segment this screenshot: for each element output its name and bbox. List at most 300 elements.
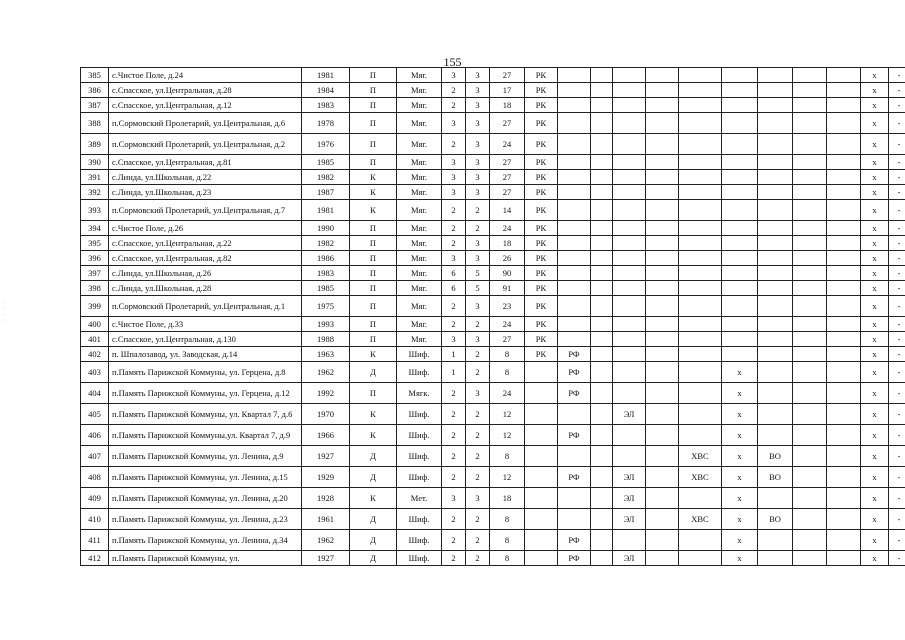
col-15-cell: [758, 236, 793, 251]
row-number-cell: 410: [81, 509, 109, 530]
empty-cell: [646, 404, 679, 425]
table-row: [81, 221, 905, 236]
col-14-cell: [722, 221, 758, 236]
floors-cell: 2: [442, 296, 466, 317]
wall-material-cell: Д: [350, 530, 397, 551]
col-16-cell: [793, 236, 827, 251]
col-9-cell: РК: [525, 83, 558, 98]
address-cell: с.Спасское, ул.Центральная, д.28: [109, 83, 302, 98]
wall-material-cell: Д: [350, 551, 397, 566]
roof-type-cell: Мяг.: [397, 113, 442, 134]
col-13-cell: [679, 347, 722, 362]
address-cell: с.Чистое Поле, д.33: [109, 317, 302, 332]
wall-material-cell: П: [350, 113, 397, 134]
row-number-cell: 397: [81, 266, 109, 281]
col-19-cell: -: [889, 221, 905, 236]
col-12-cell: [613, 317, 646, 332]
roof-type-cell: Шиф.: [397, 347, 442, 362]
roof-type-cell: Шиф.: [397, 446, 442, 467]
table-row: [81, 281, 905, 296]
entrances-cell: 3: [466, 332, 490, 347]
address-cell: с.Спасское, ул.Центральная, д.12: [109, 98, 302, 113]
table-row: [81, 251, 905, 266]
col-16-cell: [793, 200, 827, 221]
col-19-cell: -: [889, 425, 905, 446]
col-12-cell: [613, 425, 646, 446]
col-16-cell: [793, 404, 827, 425]
table-row: [81, 467, 905, 488]
col-15-cell: [758, 281, 793, 296]
col-9-cell: РК: [525, 281, 558, 296]
roof-type-cell: Мяг.: [397, 185, 442, 200]
col-18-cell: х: [861, 332, 889, 347]
col-17-cell: [827, 113, 861, 134]
floors-cell: 2: [442, 317, 466, 332]
col-9-cell: РК: [525, 113, 558, 134]
wall-material-cell: П: [350, 155, 397, 170]
entrances-cell: 2: [466, 467, 490, 488]
col-19-cell: -: [889, 266, 905, 281]
address-cell: п.Память Парижской Коммуны, ул. Ленина, д.20: [109, 488, 302, 509]
col-17-cell: [827, 383, 861, 404]
floors-cell: 2: [442, 134, 466, 155]
col-15-cell: [758, 68, 793, 83]
col-15-cell: [758, 551, 793, 566]
apartments-cell: 27: [490, 155, 525, 170]
col-10-cell: [558, 185, 591, 200]
entrances-cell: 3: [466, 98, 490, 113]
col-9-cell: РК: [525, 98, 558, 113]
col-9-cell: РК: [525, 155, 558, 170]
entrances-cell: 2: [466, 347, 490, 362]
col-12-cell: ЭЛ: [613, 488, 646, 509]
col-15-cell: [758, 221, 793, 236]
address-cell: п.Память Парижской Коммуны, ул. Герцена, д.8: [109, 362, 302, 383]
col-14-cell: [722, 236, 758, 251]
col-11-cell: [591, 467, 613, 488]
col-18-cell: х: [861, 185, 889, 200]
col-19-cell: -: [889, 155, 905, 170]
col-10-cell: [558, 170, 591, 185]
row-number-cell: 388: [81, 113, 109, 134]
year-built-cell: 1961: [302, 509, 350, 530]
col-12-cell: [613, 296, 646, 317]
col-17-cell: [827, 347, 861, 362]
col-16-cell: [793, 251, 827, 266]
col-18-cell: х: [861, 488, 889, 509]
wall-material-cell: П: [350, 134, 397, 155]
entrances-cell: 3: [466, 155, 490, 170]
empty-cell: [646, 236, 679, 251]
col-17-cell: [827, 488, 861, 509]
col-9-cell: РК: [525, 317, 558, 332]
row-number-cell: 391: [81, 170, 109, 185]
col-12-cell: [613, 83, 646, 98]
roof-type-cell: Мяг.: [397, 251, 442, 266]
entrances-cell: 3: [466, 170, 490, 185]
col-10-cell: [558, 488, 591, 509]
col-11-cell: [591, 155, 613, 170]
col-14-cell: [722, 347, 758, 362]
empty-cell: [646, 170, 679, 185]
table-row: [81, 551, 905, 566]
col-13-cell: [679, 200, 722, 221]
entrances-cell: 2: [466, 362, 490, 383]
col-13-cell: [679, 425, 722, 446]
col-16-cell: [793, 509, 827, 530]
wall-material-cell: П: [350, 332, 397, 347]
address-cell: с.Линда, ул.Школьная, д.26: [109, 266, 302, 281]
col-9-cell: РК: [525, 266, 558, 281]
floors-cell: 2: [442, 530, 466, 551]
col-10-cell: РФ: [558, 551, 591, 566]
col-14-cell: х: [722, 467, 758, 488]
col-15-cell: [758, 488, 793, 509]
col-17-cell: [827, 68, 861, 83]
col-16-cell: [793, 113, 827, 134]
col-17-cell: [827, 266, 861, 281]
col-14-cell: х: [722, 551, 758, 566]
col-16-cell: [793, 98, 827, 113]
col-18-cell: х: [861, 425, 889, 446]
col-10-cell: [558, 236, 591, 251]
col-17-cell: [827, 83, 861, 98]
wall-material-cell: Д: [350, 362, 397, 383]
col-10-cell: [558, 155, 591, 170]
col-9-cell: [525, 425, 558, 446]
table-row: [81, 155, 905, 170]
col-14-cell: [722, 266, 758, 281]
col-19-cell: -: [889, 170, 905, 185]
empty-cell: [646, 281, 679, 296]
row-number-cell: 408: [81, 467, 109, 488]
entrances-cell: 3: [466, 488, 490, 509]
col-13-cell: [679, 266, 722, 281]
address-cell: с.Спасское, ул.Центральная, д.82: [109, 251, 302, 266]
year-built-cell: 1986: [302, 251, 350, 266]
apartments-cell: 8: [490, 446, 525, 467]
col-13-cell: [679, 185, 722, 200]
col-19-cell: -: [889, 113, 905, 134]
roof-type-cell: Мяг.: [397, 317, 442, 332]
col-19-cell: -: [889, 185, 905, 200]
col-17-cell: [827, 281, 861, 296]
col-19-cell: -: [889, 236, 905, 251]
wall-material-cell: П: [350, 83, 397, 98]
address-cell: с.Спасское, ул.Центральная, д.22: [109, 236, 302, 251]
row-number-cell: 399: [81, 296, 109, 317]
year-built-cell: 1982: [302, 170, 350, 185]
col-10-cell: РФ: [558, 530, 591, 551]
col-16-cell: [793, 347, 827, 362]
col-14-cell: х: [722, 362, 758, 383]
row-number-cell: 398: [81, 281, 109, 296]
col-15-cell: ВО: [758, 467, 793, 488]
col-18-cell: х: [861, 317, 889, 332]
table-row: [81, 236, 905, 251]
col-12-cell: [613, 251, 646, 266]
entrances-cell: 3: [466, 68, 490, 83]
row-number-cell: 387: [81, 98, 109, 113]
address-cell: п.Память Парижской Коммуны, ул. Ленина, д.23: [109, 509, 302, 530]
year-built-cell: 1983: [302, 266, 350, 281]
col-12-cell: [613, 332, 646, 347]
address-cell: п. Шпалозавод, ул. Заводская, д.14: [109, 347, 302, 362]
col-18-cell: х: [861, 509, 889, 530]
col-15-cell: [758, 251, 793, 266]
empty-cell: [646, 134, 679, 155]
empty-cell: [646, 332, 679, 347]
floors-cell: 2: [442, 236, 466, 251]
col-9-cell: [525, 551, 558, 566]
floors-cell: 2: [442, 83, 466, 98]
row-number-cell: 395: [81, 236, 109, 251]
col-17-cell: [827, 98, 861, 113]
year-built-cell: 1992: [302, 383, 350, 404]
col-12-cell: [613, 113, 646, 134]
table-row: [81, 347, 905, 362]
address-cell: п.Память Парижской Коммуны,ул. Квартал 7, д.9: [109, 425, 302, 446]
wall-material-cell: П: [350, 68, 397, 83]
col-9-cell: РК: [525, 332, 558, 347]
empty-cell: [646, 551, 679, 566]
year-built-cell: 1975: [302, 296, 350, 317]
col-19-cell: -: [889, 551, 905, 566]
apartments-cell: 18: [490, 488, 525, 509]
apartments-cell: 18: [490, 236, 525, 251]
roof-type-cell: Шиф.: [397, 425, 442, 446]
col-18-cell: х: [861, 530, 889, 551]
roof-type-cell: Мяг.: [397, 296, 442, 317]
wall-material-cell: К: [350, 404, 397, 425]
col-11-cell: [591, 236, 613, 251]
col-10-cell: [558, 404, 591, 425]
col-11-cell: [591, 251, 613, 266]
apartments-cell: 26: [490, 251, 525, 266]
col-12-cell: [613, 347, 646, 362]
col-14-cell: [722, 134, 758, 155]
col-9-cell: РК: [525, 221, 558, 236]
apartments-cell: 24: [490, 134, 525, 155]
floors-cell: 3: [442, 251, 466, 266]
col-16-cell: [793, 425, 827, 446]
roof-type-cell: Мяг.: [397, 332, 442, 347]
col-11-cell: [591, 296, 613, 317]
empty-cell: [646, 266, 679, 281]
address-cell: с.Линда, ул.Школьная, д.28: [109, 281, 302, 296]
col-10-cell: РФ: [558, 425, 591, 446]
col-14-cell: [722, 185, 758, 200]
col-18-cell: х: [861, 170, 889, 185]
col-12-cell: [613, 170, 646, 185]
col-13-cell: [679, 98, 722, 113]
col-12-cell: [613, 530, 646, 551]
col-13-cell: [679, 296, 722, 317]
address-cell: с.Спасское, ул.Центральная, д.81: [109, 155, 302, 170]
col-18-cell: х: [861, 347, 889, 362]
col-16-cell: [793, 362, 827, 383]
col-11-cell: [591, 185, 613, 200]
row-number-cell: 406: [81, 425, 109, 446]
col-11-cell: [591, 200, 613, 221]
row-number-cell: 407: [81, 446, 109, 467]
col-18-cell: х: [861, 362, 889, 383]
col-11-cell: [591, 221, 613, 236]
housing-registry-table: [80, 67, 905, 566]
col-16-cell: [793, 383, 827, 404]
col-15-cell: [758, 332, 793, 347]
empty-cell: [646, 98, 679, 113]
year-built-cell: 1976: [302, 134, 350, 155]
col-9-cell: [525, 383, 558, 404]
floors-cell: 2: [442, 200, 466, 221]
col-14-cell: [722, 83, 758, 98]
col-18-cell: х: [861, 134, 889, 155]
col-18-cell: х: [861, 200, 889, 221]
roof-type-cell: Мяг.: [397, 68, 442, 83]
col-9-cell: РК: [525, 185, 558, 200]
col-11-cell: [591, 134, 613, 155]
col-9-cell: РК: [525, 236, 558, 251]
wall-material-cell: П: [350, 236, 397, 251]
col-10-cell: [558, 68, 591, 83]
col-18-cell: х: [861, 83, 889, 98]
col-17-cell: [827, 236, 861, 251]
col-13-cell: [679, 281, 722, 296]
floors-cell: 3: [442, 68, 466, 83]
apartments-cell: 8: [490, 362, 525, 383]
entrances-cell: 2: [466, 425, 490, 446]
row-number-cell: 394: [81, 221, 109, 236]
roof-type-cell: Мяг.: [397, 200, 442, 221]
col-13-cell: [679, 404, 722, 425]
col-10-cell: [558, 221, 591, 236]
apartments-cell: 24: [490, 221, 525, 236]
col-10-cell: [558, 200, 591, 221]
row-number-cell: 389: [81, 134, 109, 155]
col-18-cell: х: [861, 155, 889, 170]
col-19-cell: -: [889, 251, 905, 266]
col-17-cell: [827, 296, 861, 317]
apartments-cell: 27: [490, 332, 525, 347]
wall-material-cell: П: [350, 281, 397, 296]
col-18-cell: х: [861, 404, 889, 425]
wall-material-cell: П: [350, 317, 397, 332]
year-built-cell: 1985: [302, 155, 350, 170]
year-built-cell: 1983: [302, 98, 350, 113]
empty-cell: [646, 317, 679, 332]
col-19-cell: -: [889, 488, 905, 509]
col-12-cell: [613, 446, 646, 467]
col-12-cell: [613, 362, 646, 383]
col-11-cell: [591, 425, 613, 446]
col-10-cell: РФ: [558, 362, 591, 383]
col-19-cell: -: [889, 317, 905, 332]
wall-material-cell: К: [350, 200, 397, 221]
year-built-cell: 1993: [302, 317, 350, 332]
col-16-cell: [793, 266, 827, 281]
col-17-cell: [827, 332, 861, 347]
col-16-cell: [793, 446, 827, 467]
roof-type-cell: Мяг.: [397, 266, 442, 281]
roof-type-cell: Шиф.: [397, 551, 442, 566]
col-19-cell: -: [889, 200, 905, 221]
floors-cell: 1: [442, 362, 466, 383]
col-15-cell: [758, 296, 793, 317]
floors-cell: 3: [442, 332, 466, 347]
year-built-cell: 1984: [302, 83, 350, 98]
col-11-cell: [591, 98, 613, 113]
year-built-cell: 1990: [302, 221, 350, 236]
table-row: [81, 317, 905, 332]
entrances-cell: 3: [466, 113, 490, 134]
year-built-cell: 1966: [302, 425, 350, 446]
col-11-cell: [591, 362, 613, 383]
empty-cell: [646, 155, 679, 170]
col-14-cell: [722, 155, 758, 170]
empty-cell: [646, 185, 679, 200]
col-16-cell: [793, 332, 827, 347]
col-17-cell: [827, 185, 861, 200]
table-row: [81, 383, 905, 404]
col-13-cell: [679, 221, 722, 236]
col-18-cell: х: [861, 266, 889, 281]
floors-cell: 2: [442, 509, 466, 530]
col-10-cell: [558, 113, 591, 134]
col-15-cell: [758, 404, 793, 425]
row-number-cell: 392: [81, 185, 109, 200]
year-built-cell: 1929: [302, 467, 350, 488]
table-row: [81, 200, 905, 221]
col-12-cell: [613, 383, 646, 404]
apartments-cell: 24: [490, 317, 525, 332]
col-15-cell: [758, 266, 793, 281]
col-15-cell: [758, 113, 793, 134]
address-cell: п.Сормовский Пролетарий, ул.Центральная, д.7: [109, 200, 302, 221]
col-16-cell: [793, 83, 827, 98]
roof-type-cell: Шиф.: [397, 509, 442, 530]
col-10-cell: [558, 509, 591, 530]
entrances-cell: 3: [466, 383, 490, 404]
roof-type-cell: Шиф.: [397, 467, 442, 488]
entrances-cell: 2: [466, 200, 490, 221]
table-row: [81, 446, 905, 467]
col-12-cell: ЭЛ: [613, 509, 646, 530]
apartments-cell: 8: [490, 551, 525, 566]
col-14-cell: [722, 170, 758, 185]
col-19-cell: -: [889, 530, 905, 551]
col-13-cell: [679, 251, 722, 266]
address-cell: с.Линда, ул.Школьная, д.23: [109, 185, 302, 200]
col-9-cell: [525, 404, 558, 425]
floors-cell: 3: [442, 113, 466, 134]
col-14-cell: х: [722, 488, 758, 509]
col-18-cell: х: [861, 446, 889, 467]
col-11-cell: [591, 332, 613, 347]
entrances-cell: 3: [466, 185, 490, 200]
col-12-cell: [613, 221, 646, 236]
col-10-cell: [558, 83, 591, 98]
empty-cell: [646, 221, 679, 236]
apartments-cell: 27: [490, 68, 525, 83]
col-11-cell: [591, 347, 613, 362]
col-17-cell: [827, 446, 861, 467]
col-14-cell: х: [722, 404, 758, 425]
empty-cell: [646, 467, 679, 488]
col-12-cell: [613, 155, 646, 170]
col-16-cell: [793, 68, 827, 83]
col-16-cell: [793, 317, 827, 332]
